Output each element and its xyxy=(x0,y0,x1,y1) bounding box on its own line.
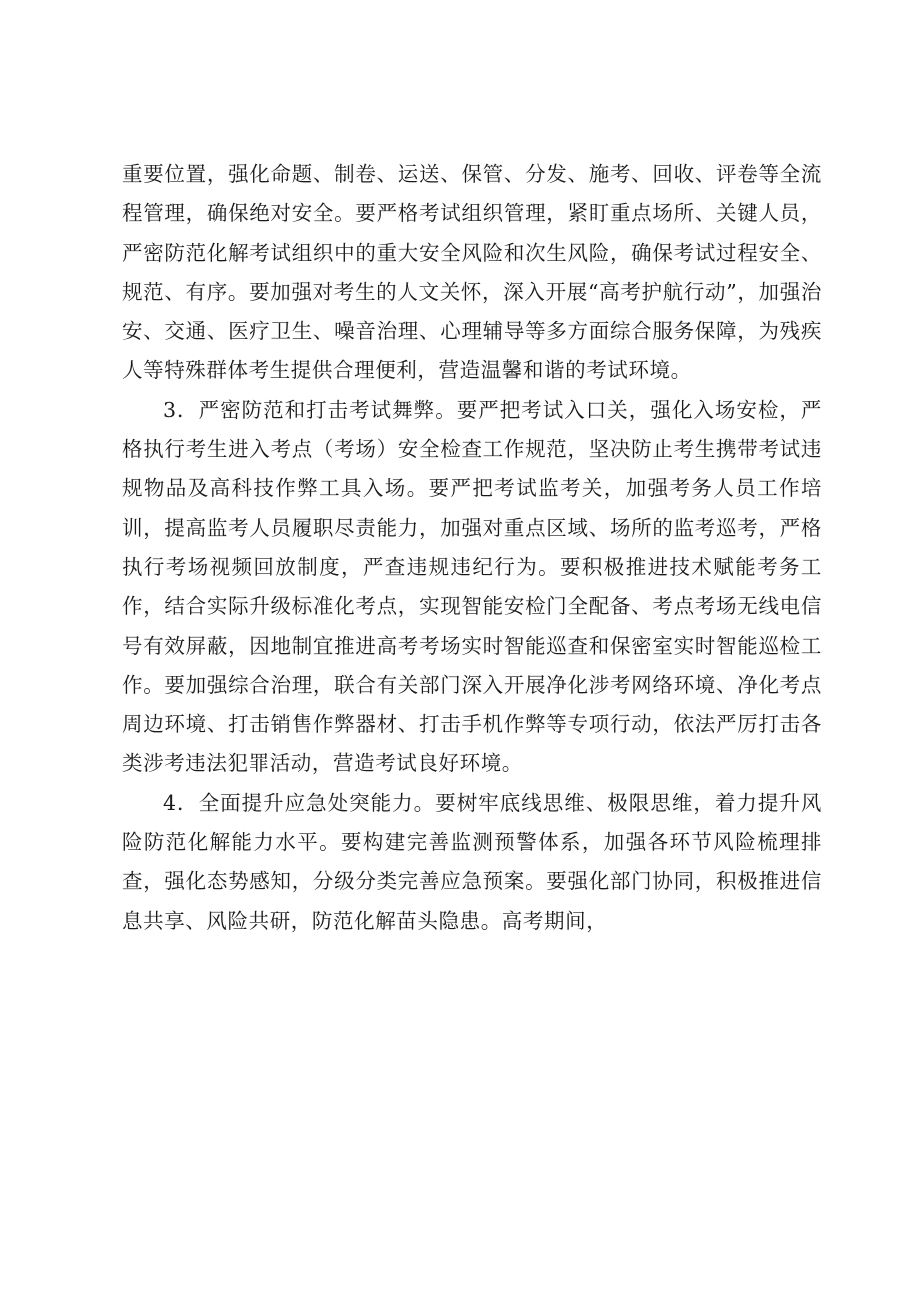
paragraph-section-4: 4．全面提升应急处突能力。要树牢底线思维、极限思维，着力提升风险防范化解能力水平。要构建完善监测预警体系，加强各环节风险梳理排查，强化态势感知，分级分类完善应急预案。要强化部门协同，积极推进信息共享、风险共研，防范化解苗头隐患。高考期间， xyxy=(122,790,822,933)
document-body xyxy=(122,155,822,941)
paragraph-continuation: 重要位置，强化命题、制卷、运送、保管、分发、施考、回收、评卷等全流程管理，确保绝对安全。要严格考试组织管理，紧盯重点场所、关键人员，严密防范化解考试组织中的重大安全风险和次生风险，确保考试过程安全、规范、有序。要加强对考生的人文关怀，深入开展“高考护航行动”，加强治安、交通、医疗卫生、噪音治理、心理辅导等多方面综合服务保障，为残疾人等特殊群体考生提供合理便利，营造温馨和谐的考试环境。 xyxy=(122,162,822,383)
paragraph-section-3: 3．严密防范和打击考试舞弊。要严把考试入口关，强化入场安检，严格执行考生进入考点（考场）安全检查工作规范，坚决防止考生携带考试违规物品及高科技作弊工具入场。要严把考试监考关，加强考务人员工作培训，提高监考人员履职尽责能力，加强对重点区域、场所的监考巡考，严格执行考场视频回放制度，严查违规违纪行为。要积极推进技术赋能考务工作，结合实际升级标准化考点，实现智能安检门全配备、考点考场无线电信号有效屏蔽，因地制宜推进高考考场实时智能巡查和保密室实时智能巡检工作。要加强综合治理，联合有关部门深入开展净化涉考网络环境、净化考点周边环境、打击销售作弊器材、打击手机作弊等专项行动，依法严厉打击各类涉考违法犯罪活动，营造考试良好环境。 xyxy=(122,397,822,776)
